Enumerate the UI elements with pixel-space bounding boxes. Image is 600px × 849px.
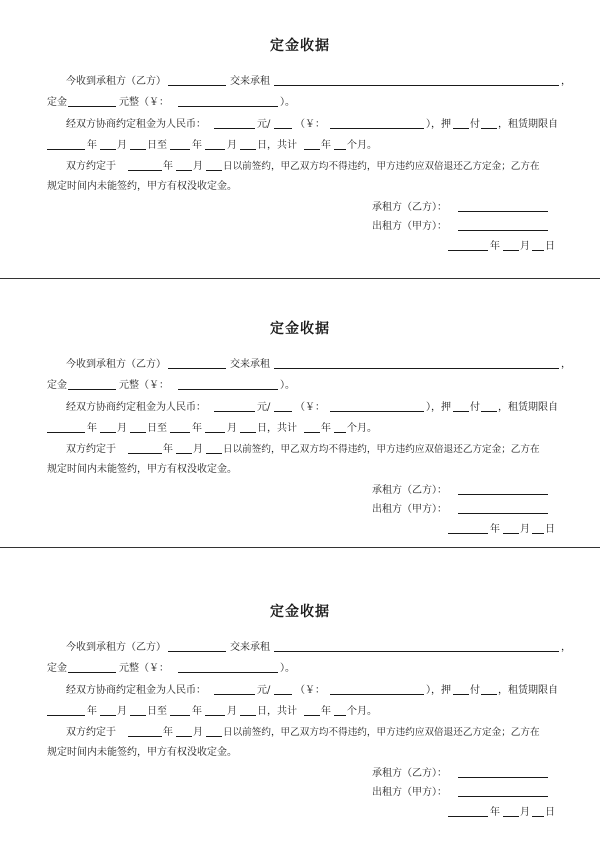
receipt-title: 定金收据 xyxy=(270,38,330,54)
rent-yen-label: （￥： xyxy=(295,119,325,130)
rent-period-blank[interactable] xyxy=(274,683,292,695)
tenant-signature-blank[interactable] xyxy=(458,766,548,778)
end-day-blank[interactable] xyxy=(240,704,256,716)
comma-text: ， xyxy=(561,359,571,370)
end-year-blank[interactable] xyxy=(170,138,190,150)
pay-label: 付 xyxy=(470,119,480,130)
section-divider xyxy=(0,547,600,548)
deposit-close-label: ）。 xyxy=(280,663,295,674)
rent-yen-label: （￥： xyxy=(295,402,325,413)
deposit-pay-label: ），押 xyxy=(426,402,451,413)
line-sign-date xyxy=(0,159,600,175)
date-year-label: 年 xyxy=(490,807,500,818)
sign-month-blank[interactable] xyxy=(176,442,192,454)
deposit-label: 定金 xyxy=(47,380,67,391)
received-from-label: 今收到承租方（乙方） xyxy=(66,76,166,87)
rent-number-blank[interactable] xyxy=(330,400,424,412)
start-month-label: 月 xyxy=(117,140,127,151)
line-forfeit xyxy=(0,179,600,195)
receipt-section xyxy=(0,566,600,849)
date-month-blank[interactable] xyxy=(503,239,519,251)
breach-terms-text: 日以前签约，甲乙双方均不得违约，甲方违约应双倍退还乙方定金；乙方在 xyxy=(223,727,540,738)
deposit-months-blank[interactable] xyxy=(453,400,469,412)
line-deposit xyxy=(0,95,600,111)
total-years-blank[interactable] xyxy=(304,138,320,150)
lease-property-blank[interactable] xyxy=(274,640,559,652)
start-year-label: 年 xyxy=(87,140,97,151)
start-day-label: 日至 xyxy=(147,423,167,434)
start-day-blank[interactable] xyxy=(130,138,146,150)
sign-year-blank[interactable] xyxy=(128,442,162,454)
end-month-label: 月 xyxy=(227,140,237,151)
start-day-blank[interactable] xyxy=(130,704,146,716)
rent-agreement-label: 经双方协商约定租金为人民币： xyxy=(66,119,206,130)
lease-term-label: ，租赁期限自 xyxy=(498,685,558,696)
date-day-label: 日 xyxy=(545,241,555,252)
end-month-blank[interactable] xyxy=(205,138,225,150)
end-day-blank[interactable] xyxy=(240,421,256,433)
total-years-blank[interactable] xyxy=(304,421,320,433)
rent-amount-blank[interactable] xyxy=(214,683,255,695)
line-term xyxy=(0,138,600,154)
received-from-label: 今收到承租方（乙方） xyxy=(66,359,166,370)
landlord-signature-row xyxy=(0,219,600,235)
line-received xyxy=(0,74,600,90)
sign-year-label: 年 xyxy=(163,161,173,172)
deposit-amount-number-blank[interactable] xyxy=(178,378,278,390)
agreed-on-label: 双方约定于 xyxy=(66,161,116,172)
tenant-signature-row xyxy=(0,200,600,216)
sign-month-label: 月 xyxy=(193,161,203,172)
tenant-signature-row xyxy=(0,483,600,499)
pay-months-blank[interactable] xyxy=(481,117,497,129)
start-year-label: 年 xyxy=(87,423,97,434)
rent-period-blank[interactable] xyxy=(274,117,292,129)
paid-for-lease-label: 交来承租 xyxy=(230,359,270,370)
receipt-title: 定金收据 xyxy=(270,604,330,620)
rent-agreement-label: 经双方协商约定租金为人民币： xyxy=(66,402,206,413)
deposit-amount-number-blank[interactable] xyxy=(178,661,278,673)
rent-amount-blank[interactable] xyxy=(214,117,255,129)
comma-text: ， xyxy=(561,76,571,87)
deposit-close-label: ）。 xyxy=(280,380,295,391)
line-rent xyxy=(0,683,600,699)
deposit-label: 定金 xyxy=(47,663,67,674)
sign-year-blank[interactable] xyxy=(128,725,162,737)
total-years-label: 年 xyxy=(321,140,331,151)
date-year-blank[interactable] xyxy=(448,522,488,534)
landlord-signature-blank[interactable] xyxy=(458,502,548,514)
line-received xyxy=(0,357,600,373)
line-term xyxy=(0,421,600,437)
line-sign-date xyxy=(0,442,600,458)
rent-period-blank[interactable] xyxy=(274,400,292,412)
end-year-blank[interactable] xyxy=(170,421,190,433)
end-month-blank[interactable] xyxy=(205,704,225,716)
line-received xyxy=(0,640,600,656)
section-divider xyxy=(0,278,600,279)
tenant-signature-row xyxy=(0,766,600,782)
deposit-months-blank[interactable] xyxy=(453,117,469,129)
line-sign-date xyxy=(0,725,600,741)
start-day-label: 日至 xyxy=(147,140,167,151)
total-label: 日，共计 xyxy=(257,706,297,717)
start-month-blank[interactable] xyxy=(100,138,116,150)
deposit-label: 定金 xyxy=(47,97,67,108)
deposit-close-label: ）。 xyxy=(280,97,295,108)
start-month-blank[interactable] xyxy=(100,704,116,716)
total-months-blank[interactable] xyxy=(334,421,346,433)
tenant-name-blank[interactable] xyxy=(168,74,226,86)
receipt-section xyxy=(0,0,600,283)
deposit-amount-number-blank[interactable] xyxy=(178,95,278,107)
paid-for-lease-label: 交来承租 xyxy=(230,642,270,653)
tenant-signature-blank[interactable] xyxy=(458,200,548,212)
deposit-months-blank[interactable] xyxy=(453,683,469,695)
total-months-label: 个月。 xyxy=(347,706,377,717)
start-day-label: 日至 xyxy=(147,706,167,717)
receipt-section xyxy=(0,283,600,566)
sign-day-blank[interactable] xyxy=(206,442,222,454)
date-month-label: 月 xyxy=(520,524,530,535)
sign-month-label: 月 xyxy=(193,444,203,455)
date-day-label: 日 xyxy=(545,524,555,535)
rent-agreement-label: 经双方协商约定租金为人民币： xyxy=(66,685,206,696)
landlord-signature-label: 出租方（甲方）： xyxy=(372,221,447,232)
start-month-label: 月 xyxy=(117,706,127,717)
breach-terms-text: 日以前签约，甲乙双方均不得违约，甲方违约应双倍退还乙方定金；乙方在 xyxy=(223,161,540,172)
date-month-blank[interactable] xyxy=(503,805,519,817)
forfeit-terms-text: 规定时间内未能签约，甲方有权没收定金。 xyxy=(47,747,237,758)
line-term xyxy=(0,704,600,720)
signature-date-row xyxy=(0,805,600,821)
rent-per-label: 元/ xyxy=(257,685,271,696)
end-year-label: 年 xyxy=(192,423,202,434)
lease-term-label: ，租赁期限自 xyxy=(498,119,558,130)
start-month-label: 月 xyxy=(117,423,127,434)
end-day-blank[interactable] xyxy=(240,138,256,150)
end-year-label: 年 xyxy=(192,140,202,151)
date-month-label: 月 xyxy=(520,807,530,818)
date-day-blank[interactable] xyxy=(532,522,544,534)
start-year-blank[interactable] xyxy=(47,421,85,433)
deposit-amount-words-blank[interactable] xyxy=(68,95,116,107)
paid-for-lease-label: 交来承租 xyxy=(230,76,270,87)
date-day-blank[interactable] xyxy=(532,805,544,817)
tenant-signature-label: 承租方（乙方）： xyxy=(372,768,447,779)
total-years-label: 年 xyxy=(321,423,331,434)
start-month-blank[interactable] xyxy=(100,421,116,433)
date-month-blank[interactable] xyxy=(503,522,519,534)
total-label: 日，共计 xyxy=(257,423,297,434)
deposit-yuan-label: 元整（￥： xyxy=(119,380,169,391)
rent-amount-blank[interactable] xyxy=(214,400,255,412)
comma-text: ， xyxy=(561,642,571,653)
forfeit-terms-text: 规定时间内未能签约，甲方有权没收定金。 xyxy=(47,464,237,475)
agreed-on-label: 双方约定于 xyxy=(66,444,116,455)
sign-month-blank[interactable] xyxy=(176,159,192,171)
sign-year-label: 年 xyxy=(163,444,173,455)
total-months-label: 个月。 xyxy=(347,140,377,151)
deposit-amount-words-blank[interactable] xyxy=(68,378,116,390)
end-month-label: 月 xyxy=(227,706,237,717)
rent-per-label: 元/ xyxy=(257,402,271,413)
tenant-name-blank[interactable] xyxy=(168,357,226,369)
line-rent xyxy=(0,400,600,416)
landlord-signature-label: 出租方（甲方）： xyxy=(372,787,447,798)
date-day-blank[interactable] xyxy=(532,239,544,251)
sign-month-blank[interactable] xyxy=(176,725,192,737)
total-label: 日，共计 xyxy=(257,140,297,151)
sign-month-label: 月 xyxy=(193,727,203,738)
signature-date-row xyxy=(0,239,600,255)
tenant-signature-label: 承租方（乙方）： xyxy=(372,202,447,213)
deposit-yuan-label: 元整（￥： xyxy=(119,97,169,108)
total-years-blank[interactable] xyxy=(304,704,320,716)
forfeit-terms-text: 规定时间内未能签约，甲方有权没收定金。 xyxy=(47,181,237,192)
landlord-signature-label: 出租方（甲方）： xyxy=(372,504,447,515)
lease-property-blank[interactable] xyxy=(274,357,559,369)
pay-months-blank[interactable] xyxy=(481,683,497,695)
line-forfeit xyxy=(0,745,600,761)
pay-label: 付 xyxy=(470,402,480,413)
date-year-blank[interactable] xyxy=(448,239,488,251)
sign-day-blank[interactable] xyxy=(206,159,222,171)
deposit-pay-label: ），押 xyxy=(426,119,451,130)
pay-months-blank[interactable] xyxy=(481,400,497,412)
deposit-pay-label: ），押 xyxy=(426,685,451,696)
start-year-blank[interactable] xyxy=(47,704,85,716)
line-deposit xyxy=(0,378,600,394)
sign-day-blank[interactable] xyxy=(206,725,222,737)
rent-yen-label: （￥： xyxy=(295,685,325,696)
end-month-label: 月 xyxy=(227,423,237,434)
total-years-label: 年 xyxy=(321,706,331,717)
rent-number-blank[interactable] xyxy=(330,117,424,129)
tenant-name-blank[interactable] xyxy=(168,640,226,652)
line-forfeit xyxy=(0,462,600,478)
total-months-label: 个月。 xyxy=(347,423,377,434)
landlord-signature-blank[interactable] xyxy=(458,219,548,231)
landlord-signature-blank[interactable] xyxy=(458,785,548,797)
landlord-signature-row xyxy=(0,785,600,801)
tenant-signature-label: 承租方（乙方）： xyxy=(372,485,447,496)
start-day-blank[interactable] xyxy=(130,421,146,433)
line-rent xyxy=(0,117,600,133)
end-year-blank[interactable] xyxy=(170,704,190,716)
end-month-blank[interactable] xyxy=(205,421,225,433)
sign-year-blank[interactable] xyxy=(128,159,162,171)
start-year-blank[interactable] xyxy=(47,138,85,150)
agreed-on-label: 双方约定于 xyxy=(66,727,116,738)
landlord-signature-row xyxy=(0,502,600,518)
rent-per-label: 元/ xyxy=(257,119,271,130)
sign-year-label: 年 xyxy=(163,727,173,738)
tenant-signature-blank[interactable] xyxy=(458,483,548,495)
end-year-label: 年 xyxy=(192,706,202,717)
pay-label: 付 xyxy=(470,685,480,696)
lease-term-label: ，租赁期限自 xyxy=(498,402,558,413)
date-day-label: 日 xyxy=(545,807,555,818)
rent-number-blank[interactable] xyxy=(330,683,424,695)
line-deposit xyxy=(0,661,600,677)
date-year-label: 年 xyxy=(490,524,500,535)
lease-property-blank[interactable] xyxy=(274,74,559,86)
deposit-yuan-label: 元整（￥： xyxy=(119,663,169,674)
breach-terms-text: 日以前签约，甲乙双方均不得违约，甲方违约应双倍退还乙方定金；乙方在 xyxy=(223,444,540,455)
date-year-label: 年 xyxy=(490,241,500,252)
date-month-label: 月 xyxy=(520,241,530,252)
total-months-blank[interactable] xyxy=(334,704,346,716)
deposit-amount-words-blank[interactable] xyxy=(68,661,116,673)
date-year-blank[interactable] xyxy=(448,805,488,817)
total-months-blank[interactable] xyxy=(334,138,346,150)
receipt-title: 定金收据 xyxy=(270,321,330,337)
signature-date-row xyxy=(0,522,600,538)
start-year-label: 年 xyxy=(87,706,97,717)
received-from-label: 今收到承租方（乙方） xyxy=(66,642,166,653)
